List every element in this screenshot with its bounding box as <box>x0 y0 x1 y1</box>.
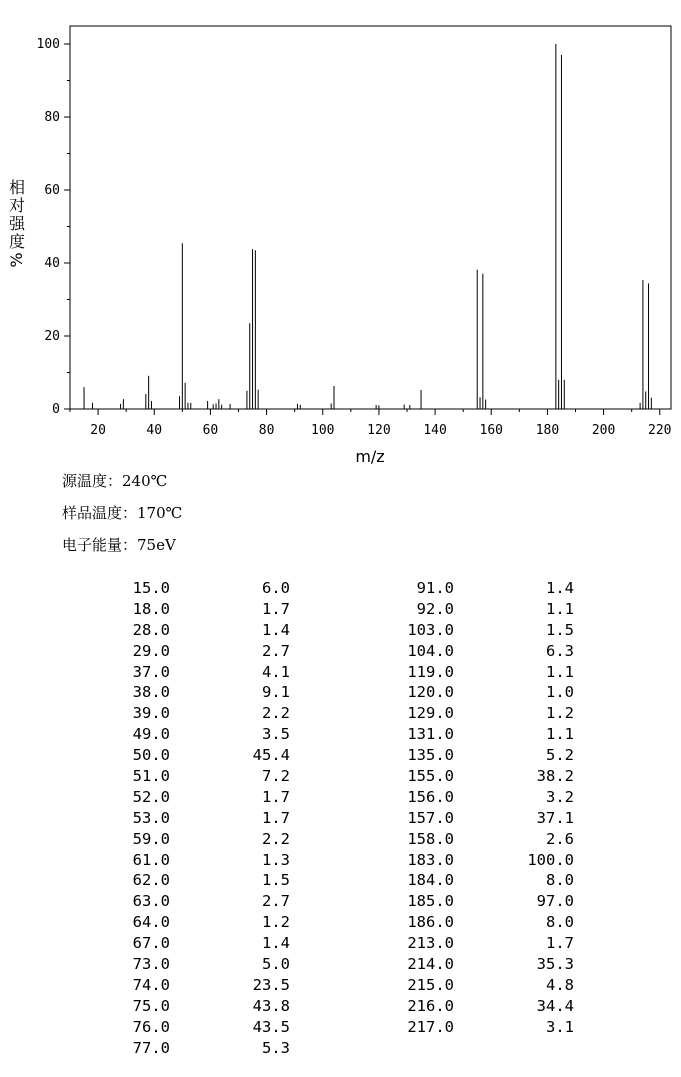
peak-mz: 131.0 <box>407 725 454 744</box>
peak-intensity: 5.2 <box>546 746 574 765</box>
peak-mz: 155.0 <box>407 767 454 786</box>
peak-table-row <box>90 787 290 808</box>
peak-intensity: 9.1 <box>262 683 290 702</box>
peak-table-row <box>90 975 290 996</box>
peak-mz: 217.0 <box>407 1017 454 1036</box>
peak-intensity: 1.3 <box>262 850 290 869</box>
peak-mz: 67.0 <box>132 934 170 953</box>
peak-intensity: 38.2 <box>536 767 574 786</box>
peak-table-row <box>374 745 574 766</box>
peak-table-row <box>90 766 290 787</box>
peak-table-row <box>90 682 290 703</box>
peak-intensity: 7.2 <box>262 767 290 786</box>
y-tick-label: 100 <box>36 37 60 52</box>
peak-table-row <box>374 912 574 933</box>
peak-intensity: 1.7 <box>546 934 574 953</box>
peak-mz: 75.0 <box>132 996 170 1015</box>
peak-intensity: 35.3 <box>536 955 574 974</box>
peak-intensity: 1.2 <box>546 704 574 723</box>
peak-mz: 91.0 <box>416 579 454 597</box>
y-tick-label: 0 <box>52 402 60 417</box>
peak-table-row <box>374 1017 574 1038</box>
peak-intensity: 4.8 <box>546 975 574 994</box>
y-tick-label: 40 <box>44 256 60 271</box>
x-tick-label: 100 <box>311 423 335 438</box>
x-tick-label: 80 <box>258 423 275 438</box>
plot-frame <box>70 26 671 409</box>
peak-table-row <box>90 641 290 662</box>
peak-table-row <box>374 891 574 912</box>
source-temperature: 源温度：240℃ <box>62 472 168 490</box>
peak-table-row <box>90 829 290 850</box>
peak-mz: 135.0 <box>407 746 454 765</box>
peak-intensity: 3.1 <box>546 1017 574 1036</box>
peak-mz: 183.0 <box>407 850 454 869</box>
peak-intensity: 2.7 <box>262 892 290 911</box>
peak-table-row <box>374 870 574 891</box>
peak-intensity: 37.1 <box>536 808 574 827</box>
peak-mz: 73.0 <box>132 955 170 974</box>
peak-intensity: 1.1 <box>546 662 574 681</box>
x-tick-label: 140 <box>423 423 447 438</box>
electron-energy: 电子能量：75eV <box>62 536 176 554</box>
peak-mz: 51.0 <box>132 767 170 786</box>
peak-table-row <box>90 745 290 766</box>
peak-mz: 63.0 <box>132 892 170 911</box>
peak-mz: 92.0 <box>416 599 454 618</box>
peak-intensity: 3.2 <box>546 787 574 806</box>
peak-intensity: 1.1 <box>546 725 574 744</box>
peak-table-row <box>90 870 290 891</box>
peak-mz: 29.0 <box>132 641 170 660</box>
peak-intensity: 1.5 <box>262 871 290 890</box>
peak-table-row <box>374 829 574 850</box>
peak-mz: 157.0 <box>407 808 454 827</box>
peak-mz: 120.0 <box>407 683 454 702</box>
peak-mz: 64.0 <box>132 913 170 932</box>
x-tick-label: 60 <box>202 423 219 438</box>
peak-mz: 77.0 <box>132 1038 170 1057</box>
peak-mz: 38.0 <box>132 683 170 702</box>
peak-intensity: 6.0 <box>262 579 290 597</box>
peak-intensity: 2.2 <box>262 829 290 848</box>
peak-table-row <box>90 703 290 724</box>
peak-table-row <box>374 850 574 871</box>
peak-intensity: 8.0 <box>546 871 574 890</box>
y-axis-title-char: 相 <box>8 178 26 197</box>
peak-mz: 119.0 <box>407 662 454 681</box>
peak-mz: 104.0 <box>407 641 454 660</box>
peak-intensity: 34.4 <box>536 996 574 1015</box>
y-axis-title-char: 度 <box>8 232 26 251</box>
peak-table-row <box>90 891 290 912</box>
peak-mz: 28.0 <box>132 620 170 639</box>
peak-mz: 185.0 <box>407 892 454 911</box>
peak-intensity: 8.0 <box>546 913 574 932</box>
peak-table-row <box>374 662 574 683</box>
peak-intensity: 1.7 <box>262 808 290 827</box>
x-axis-ticks <box>70 409 672 438</box>
x-tick-label: 200 <box>591 423 616 438</box>
peak-intensity: 4.1 <box>262 662 290 681</box>
peak-table-row <box>90 996 290 1017</box>
peak-mz: 213.0 <box>407 934 454 953</box>
peak-table-row <box>374 620 574 641</box>
peak-mz: 184.0 <box>407 871 454 890</box>
peak-table-row <box>90 954 290 975</box>
peak-intensity: 1.4 <box>546 579 574 597</box>
peak-table-row <box>90 912 290 933</box>
peak-intensity: 1.5 <box>546 620 574 639</box>
peak-table-row <box>90 620 290 641</box>
peak-intensity: 45.4 <box>252 746 290 765</box>
peak-mz: 50.0 <box>132 746 170 765</box>
y-axis-ticks <box>37 37 70 417</box>
peak-mz: 37.0 <box>132 662 170 681</box>
peak-table-row <box>90 1038 290 1059</box>
peak-mz: 158.0 <box>407 829 454 848</box>
peak-table-row <box>374 766 574 787</box>
peak-mz: 53.0 <box>132 808 170 827</box>
peak-intensity: 2.7 <box>262 641 290 660</box>
y-axis-title-char: 对 <box>8 196 26 215</box>
peak-table-row <box>90 1017 290 1038</box>
peak-intensity: 1.4 <box>262 620 290 639</box>
peak-intensity: 1.7 <box>262 787 290 806</box>
y-tick-label: 60 <box>44 183 60 198</box>
peak-table-row <box>90 808 290 829</box>
peak-table-row <box>374 641 574 662</box>
peak-intensity: 2.6 <box>546 829 574 848</box>
y-axis-title <box>7 178 26 268</box>
peak-table-row <box>374 724 574 745</box>
peak-mz: 18.0 <box>132 599 170 618</box>
peak-mz: 156.0 <box>407 787 454 806</box>
peak-table-row <box>374 703 574 724</box>
x-tick-label: 40 <box>146 423 163 438</box>
peak-mz: 74.0 <box>132 975 170 994</box>
peak-mz: 61.0 <box>132 850 170 869</box>
peak-intensity: 1.4 <box>262 934 290 953</box>
x-tick-label: 180 <box>535 423 560 438</box>
peak-mz: 49.0 <box>132 725 170 744</box>
mass-spectrum-chart <box>0 0 681 470</box>
peak-table-right <box>374 578 574 1038</box>
peak-mz: 59.0 <box>132 829 170 848</box>
peak-mz: 214.0 <box>407 955 454 974</box>
peak-table-row <box>374 808 574 829</box>
peak-table-row <box>90 599 290 620</box>
peak-intensity: 5.0 <box>262 955 290 974</box>
peak-intensity: 43.5 <box>252 1017 290 1036</box>
peak-mz: 39.0 <box>132 704 170 723</box>
peak-intensity: 1.7 <box>262 599 290 618</box>
peak-table-row <box>374 996 574 1017</box>
peak-intensity: 5.3 <box>262 1038 290 1057</box>
spectrum-peaks <box>84 44 651 409</box>
peak-intensity: 1.0 <box>546 683 574 702</box>
peak-mz: 186.0 <box>407 913 454 932</box>
peak-table-row <box>90 933 290 954</box>
peak-table-left <box>90 578 290 1058</box>
peak-table-row <box>374 954 574 975</box>
peak-mz: 103.0 <box>407 620 454 639</box>
peak-mz: 62.0 <box>132 871 170 890</box>
peak-table-row <box>90 724 290 745</box>
x-tick-label: 220 <box>648 423 672 438</box>
peak-intensity: 2.2 <box>262 704 290 723</box>
peak-intensity: 6.3 <box>546 641 574 660</box>
peak-mz: 76.0 <box>132 1017 170 1036</box>
peak-intensity: 100.0 <box>527 850 574 869</box>
x-tick-label: 20 <box>90 423 106 438</box>
y-axis-title-char: 强 <box>8 214 26 233</box>
x-tick-label: 160 <box>479 423 504 438</box>
peak-mz: 215.0 <box>407 975 454 994</box>
peak-table-row <box>90 662 290 683</box>
peak-table-row <box>374 578 574 599</box>
peak-table-row <box>374 599 574 620</box>
peak-table-row <box>374 682 574 703</box>
peak-mz: 52.0 <box>132 787 170 806</box>
peak-intensity: 1.2 <box>262 913 290 932</box>
peak-intensity: 1.1 <box>546 599 574 618</box>
peak-intensity: 3.5 <box>262 725 290 744</box>
y-tick-label: 20 <box>44 329 60 344</box>
y-axis-title-char: % <box>7 252 26 268</box>
x-tick-label: 120 <box>367 423 391 438</box>
peak-mz: 216.0 <box>407 996 454 1015</box>
sample-temperature: 样品温度：170℃ <box>62 504 183 522</box>
peak-intensity: 97.0 <box>536 892 574 911</box>
peak-intensity: 43.8 <box>252 996 290 1015</box>
y-tick-label: 80 <box>44 110 60 125</box>
peak-table-row <box>374 787 574 808</box>
peak-intensity: 23.5 <box>252 975 290 994</box>
peak-table-row <box>90 850 290 871</box>
peak-table-row <box>374 933 574 954</box>
peak-table-row <box>90 578 290 599</box>
peak-mz: 129.0 <box>407 704 454 723</box>
peak-mz: 15.0 <box>132 579 170 597</box>
peak-table-row <box>374 975 574 996</box>
x-axis-title: m/z <box>355 447 385 466</box>
